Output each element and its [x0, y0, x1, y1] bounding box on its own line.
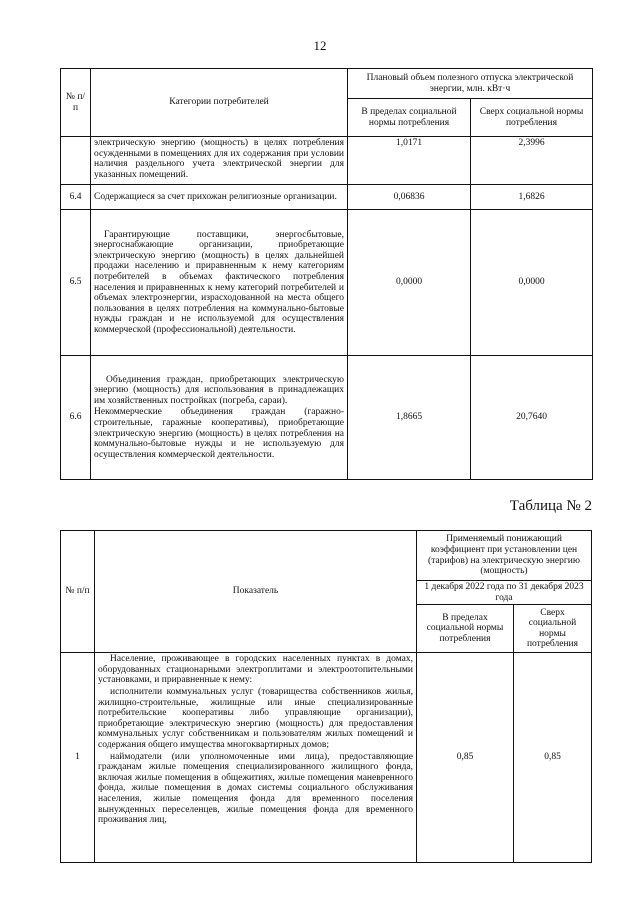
row-num: 6.6: [61, 356, 91, 480]
row-num: 6.4: [61, 185, 91, 210]
row-within: 1,0171: [348, 137, 471, 185]
header-within-norms: В пределах социальной нормы потребления: [417, 605, 514, 653]
row-above: 20,7640: [471, 356, 593, 480]
row-num: 1: [61, 653, 95, 863]
header-indicator: Показатель: [95, 531, 417, 653]
row-above: 0,0000: [471, 210, 593, 356]
header-above-norms: Сверх социальной нормы потребления: [471, 99, 593, 137]
header-planned-volume: Плановый объем полезного отпуска электрической энергии, млн. кВт·ч: [348, 69, 593, 99]
header-coefficient: Применяемый понижающий коэффициент при установлении цен (тарифов) на электрическую энергию (мощность): [417, 531, 592, 581]
table-title: Таблица № 2: [509, 498, 592, 514]
consumption-table: [60, 68, 593, 480]
table-row: [61, 185, 593, 210]
table-row: [61, 653, 592, 863]
row-category: Гарантирующие поставщики, энергосбытовые, энергоснабжающие организации, приобретающие электрическую энергию (мощность) в целях дальнейшей продажи населению и приравненным к нему категориям потребителей в объемах фактического потребления населения и приравненных к нему категорий потребителей и объемах электроэнергии, израсходованной на места общего пользования в целях потребления на коммунально-бытовые нужды граждан и не используемой для осуществления коммерческой (профессиональной) деятельности.: [91, 210, 348, 356]
indicator-paragraph: Население, проживающее в городских населенных пунктах в домах, оборудованных стационарными электроплитами и электроотопительными установками, и приравненные к нему:: [98, 654, 413, 686]
table-row: [61, 210, 593, 356]
row-within: 1,8665: [348, 356, 471, 480]
row-num: [61, 137, 91, 185]
row-above: 0,85: [514, 653, 592, 863]
row-category: [91, 356, 348, 480]
table-row: [61, 137, 593, 185]
table-row: [61, 356, 593, 480]
category-paragraph: Объединения граждан, приобретающих электрическую энергию (мощность) для использования в принадлежащих им хозяйственных постройках (погреба, сараи).: [94, 374, 344, 406]
row-within: 0,85: [417, 653, 514, 863]
coefficient-table: [60, 530, 592, 863]
category-paragraph: Некоммерческие объединения граждан (гаражно-строительные, гаражные кооперативы), приобретающие электрическую энергию (мощность) в целях потребления на коммунально-бытовые нужды и не используемую для осуществления коммерческой деятельности.: [94, 407, 344, 460]
row-category: электрическую энергию (мощность) в целях потребления осужденными в помещениях для их содержания при условии наличия раздельного учета электрической энергии для указанных помещений.: [91, 137, 348, 185]
row-above: 1,6826: [471, 185, 593, 210]
row-above: 2,3996: [471, 137, 593, 185]
header-above-norms: Сверх социальной нормы потребления: [514, 605, 592, 653]
row-num: 6.5: [61, 210, 91, 356]
row-within: 0,06836: [348, 185, 471, 210]
page-number: 12: [313, 38, 327, 53]
indicator-paragraph: исполнители коммунальных услуг (товарищества собственников жилья, жилищно-строительные, жилищные или иные специализированные потребительские кооперативы либо управляющие организации), приобретающие электрическую энергию (мощность) для предоставления коммунальных услуг собственникам и пользователям жилых помещений и содержания общего имущества многоквартирных домов;: [98, 686, 413, 750]
row-within: 0,0000: [348, 210, 471, 356]
row-category: Содержащиеся за счет прихожан религиозные организации.: [91, 185, 348, 210]
indicator-paragraph: наймодатели (или уполномоченные ими лица), предоставляющие гражданам жилые помещения специализированного жилищного фонда, включая жилые помещения в общежитиях, жилые помещения маневренного фонда, жилые помещения в домах системы социального обслуживания населения, жилые помещения фонда для временного поселения вынужденных переселенцев, жилые помещения фонда для временного проживания лиц,: [98, 751, 413, 826]
header-category: Категории потребителей: [91, 69, 348, 137]
header-num: № п/п: [61, 69, 91, 137]
row-indicator: [95, 653, 417, 863]
header-within-norms: В пределах социальной нормы потребления: [348, 99, 471, 137]
header-period: 1 декабря 2022 года по 31 декабря 2023 года: [417, 581, 592, 605]
header-num: № п/п: [61, 531, 95, 653]
